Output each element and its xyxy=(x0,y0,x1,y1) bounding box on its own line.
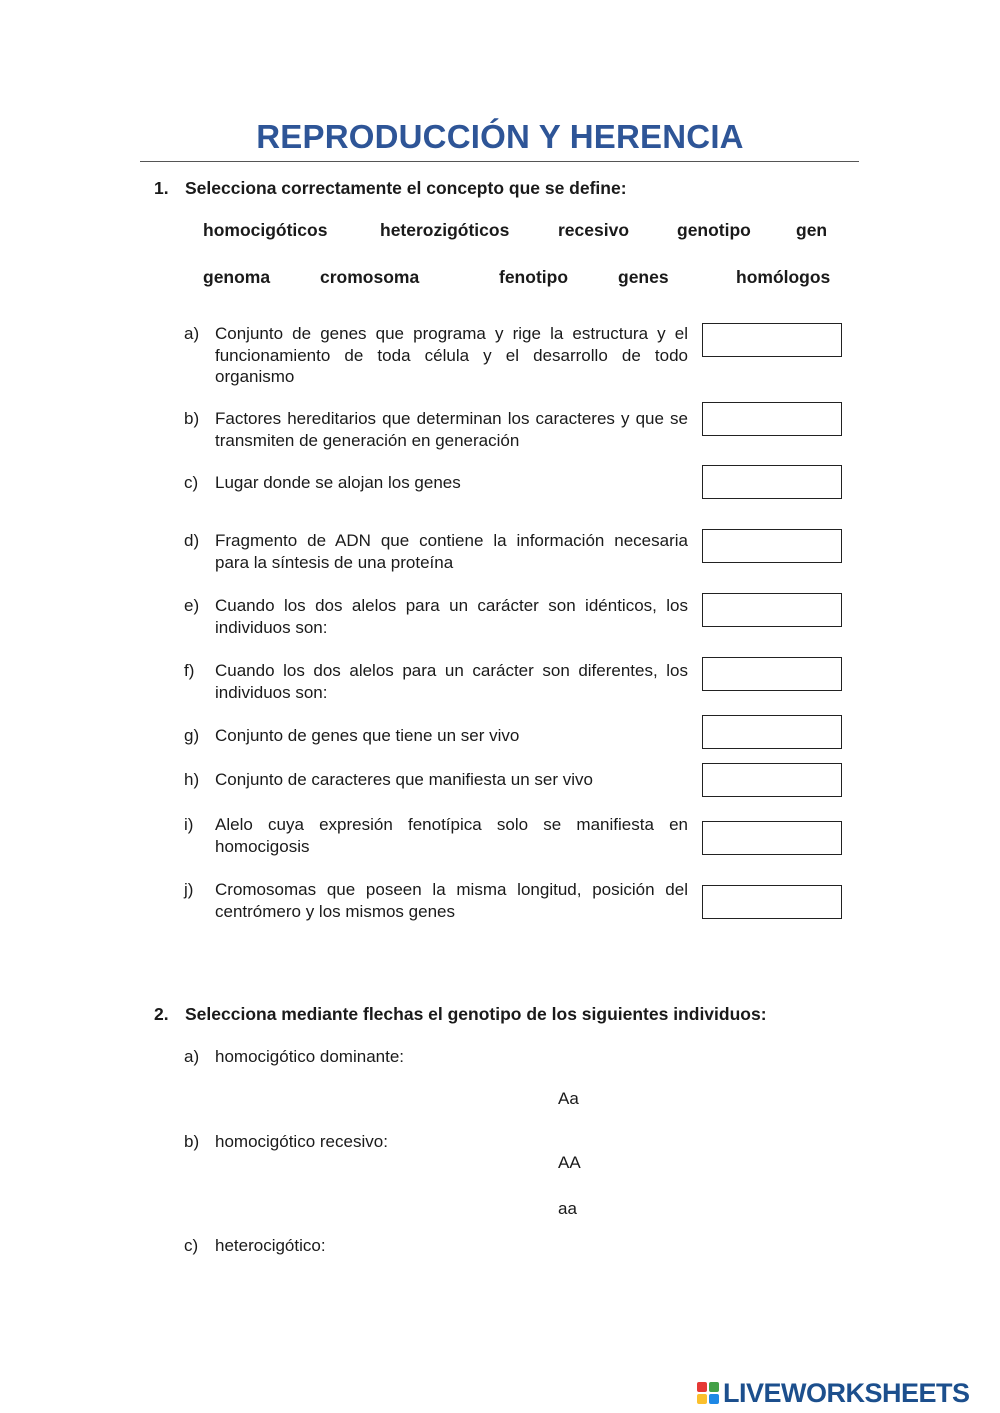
question-1-item-c xyxy=(184,472,688,494)
logo-mark-square xyxy=(697,1382,707,1392)
word-bank-item: heterozigóticos xyxy=(380,220,510,240)
answer-box-i[interactable] xyxy=(702,821,842,855)
answer-box-j[interactable] xyxy=(702,885,842,919)
question-1-item-i xyxy=(184,814,688,857)
logo-mark-square xyxy=(709,1382,719,1392)
item-label: j) xyxy=(184,880,194,899)
item-text: Cuando los dos alelos para un carácter son idénticos, los individuos son: xyxy=(215,596,688,637)
item-label: i) xyxy=(184,815,194,834)
question-2-number: 2. xyxy=(154,1004,169,1024)
item-text: Cuando los dos alelos para un carácter son diferentes, los individuos son: xyxy=(215,661,688,702)
item-label: b) xyxy=(184,1132,200,1151)
brand-name: LIVEWORKSHEETS xyxy=(723,1377,970,1408)
question-2-heading xyxy=(154,1004,854,1026)
word-bank-item: recesivo xyxy=(558,220,630,240)
item-text: Cromosomas que poseen la misma longitud, posición del centrómero y los mismos genes xyxy=(215,880,688,921)
item-label: a) xyxy=(184,324,200,343)
word-bank-item: genotipo xyxy=(677,220,751,240)
answer-box-g[interactable] xyxy=(702,715,842,749)
title-divider xyxy=(140,161,859,162)
word-bank-item: homólogos xyxy=(736,267,831,287)
answer-box-c[interactable] xyxy=(702,465,842,499)
question-2-item-a[interactable] xyxy=(184,1046,688,1068)
genotype-option[interactable]: Aa xyxy=(558,1089,579,1108)
answer-box-f[interactable] xyxy=(702,657,842,691)
question-1-item-e xyxy=(184,595,688,638)
item-label: h) xyxy=(184,770,200,789)
page-title: REPRODUCCIÓN Y HERENCIA xyxy=(256,118,744,155)
word-bank-item: homocigóticos xyxy=(203,220,328,240)
question-1-number: 1. xyxy=(154,178,169,198)
item-text: Lugar donde se alojan los genes xyxy=(215,473,461,492)
item-label: g) xyxy=(184,726,200,745)
item-text: Conjunto de genes que programa y rige la estructura y el funcionamiento de toda célula y el desarrollo de todo organismo xyxy=(215,324,688,386)
word-bank-item: cromosoma xyxy=(320,267,420,287)
item-text: Fragmento de ADN que contiene la información necesaria para la síntesis de una proteína xyxy=(215,531,688,572)
item-label: c) xyxy=(184,473,199,492)
word-bank-item: genes xyxy=(618,267,669,287)
question-1-item-f xyxy=(184,660,688,703)
answer-box-b[interactable] xyxy=(702,402,842,436)
question-1-item-j xyxy=(184,879,688,922)
word-bank-item: fenotipo xyxy=(499,267,569,287)
item-label: a) xyxy=(184,1047,200,1066)
answer-box-d[interactable] xyxy=(702,529,842,563)
item-text: heterocigótico: xyxy=(215,1236,326,1255)
logo-mark-square xyxy=(709,1394,719,1404)
question-1-item-a xyxy=(184,323,688,388)
question-1-item-d xyxy=(184,530,688,573)
item-label: e) xyxy=(184,596,200,615)
answer-box-h[interactable] xyxy=(702,763,842,797)
question-1-item-h xyxy=(184,769,688,791)
item-text: Alelo cuya expresión fenotípica solo se manifiesta en homocigosis xyxy=(215,815,688,856)
question-1-item-b xyxy=(184,408,688,451)
item-text: Factores hereditarios que determinan los caracteres y que se transmiten de generación en generación xyxy=(215,409,688,450)
item-label: c) xyxy=(184,1236,199,1255)
question-1-item-g xyxy=(184,725,688,747)
question-2-item-c[interactable] xyxy=(184,1235,688,1257)
answer-box-e[interactable] xyxy=(702,593,842,627)
item-label: d) xyxy=(184,531,200,550)
item-text: homocigótico recesivo: xyxy=(215,1132,388,1151)
word-bank-item: genoma xyxy=(203,267,271,287)
logo-mark-square xyxy=(697,1394,707,1404)
genotype-option[interactable]: aa xyxy=(558,1199,577,1218)
answer-box-a[interactable] xyxy=(702,323,842,357)
item-text: homocigótico dominante: xyxy=(215,1047,405,1066)
item-text: Conjunto de caracteres que manifiesta un ser vivo xyxy=(215,770,593,789)
item-label: b) xyxy=(184,409,200,428)
word-bank-item: gen xyxy=(796,220,828,240)
question-1-heading xyxy=(154,178,854,200)
item-text: Conjunto de genes que tiene un ser vivo xyxy=(215,726,520,745)
liveworksheets-mark-icon xyxy=(697,1382,719,1404)
question-1-prompt: Selecciona correctamente el concepto que se define: xyxy=(185,178,627,198)
genotype-option[interactable]: AA xyxy=(558,1153,581,1172)
question-2-item-b[interactable] xyxy=(184,1131,688,1153)
liveworksheets-logo xyxy=(697,1378,970,1408)
item-label: f) xyxy=(184,661,195,680)
question-2-prompt: Selecciona mediante flechas el genotipo de los siguientes individuos: xyxy=(185,1004,767,1024)
